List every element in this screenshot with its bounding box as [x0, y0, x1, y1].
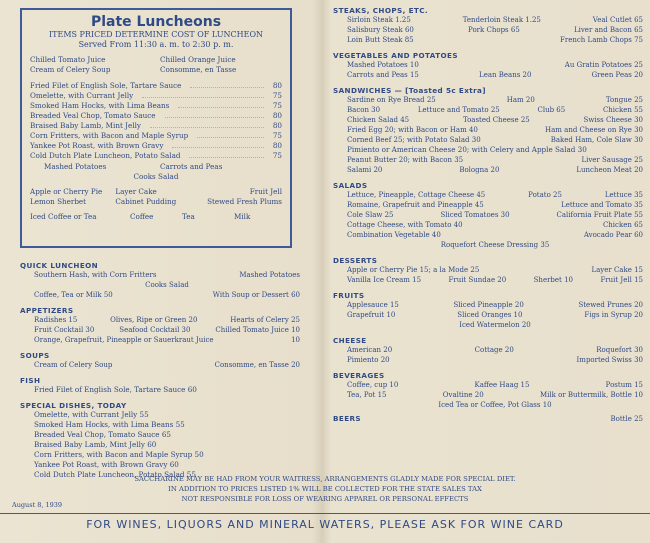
plate-item: Cold Dutch Plate Luncheon, Potato Salad 75: [30, 151, 282, 160]
plate-drinks: [30, 212, 282, 222]
plate-item: Smoked Ham Hocks, with Lima Beans 75: [30, 101, 282, 110]
dessert-item: Cabinet Pudding: [115, 197, 177, 206]
beers-title: BEERS: [333, 414, 362, 423]
sandwich-row: Sardine on Rye Bread 25 Ham 20 Tongue 25: [347, 96, 643, 104]
sandwich-row: Pimiento or American Cheese 20; with Celery and Apple Salad 30: [347, 145, 587, 154]
starter-item: Chilled Orange Juice: [160, 55, 236, 64]
salads: [347, 190, 643, 250]
drink-item: Tea: [182, 212, 195, 221]
vegetables: [347, 60, 643, 80]
sandwich-row: Peanut Butter 20; with Bacon 35 Liver Sausage 25: [347, 156, 643, 164]
beverage-row: Coffee, cup 10 Kaffee Haag 15 Postum 15: [347, 381, 643, 389]
beverage-row: Tea, Pot 15 Ovaltine 20 Milk or Buttermilk, Bottle 10: [347, 391, 643, 399]
side-item: Mashed Potatoes: [44, 162, 107, 171]
drink-item: Coffee: [130, 212, 154, 221]
steak-row: Sirloin Steak 1.25 Tenderloin Steak 1.25 Veal Cutlet 65: [347, 16, 643, 24]
special-dishes-title: SPECIAL DISHES, TODAY: [20, 401, 127, 410]
salad-row: Cottage Cheese, with Tomato 40 Chicken 65: [347, 221, 643, 229]
veg-row: Mashed Potatoes 10 Au Gratin Potatoes 25: [347, 61, 643, 69]
side-item: Carrots and Peas: [160, 162, 223, 171]
saccharine-note: SACCHARINE MAY BE HAD FROM YOUR WAITRESS, ARRANGEMENTS GLADLY MADE FOR SPECIAL DIET.: [134, 475, 516, 483]
soups: Cream of Celery Soup Consomme, en Tasse 20: [34, 361, 300, 369]
plate-list: [30, 81, 282, 161]
plate-desserts: [30, 187, 282, 207]
dessert-item: Fruit Jell: [249, 187, 282, 196]
veg-row: Carrots and Peas 15 Lean Beans 20 Green Peas 20: [347, 71, 643, 79]
fruit-row: Applesauce 15 Sliced Pineapple 20 Stewed Prunes 20: [347, 301, 643, 309]
plate-item: Braised Baby Lamb, Mint Jelly 80: [30, 121, 282, 130]
plate-item: Yankee Pot Roast, with Brown Gravy 80: [30, 141, 282, 150]
steak-row: Salisbury Steak 60 Pork Chops 65 Liver and Bacon 65: [347, 26, 643, 34]
appetizer-row: Radishes 15 Olives, Ripe or Green 20 Hearts of Celery 25: [34, 316, 300, 324]
special-item: Omelette, with Currant Jelly 55: [34, 410, 149, 419]
tax-note: IN ADDITION TO PRICES LISTED 1% WILL BE COLLECTED FOR THE STATE SALES TAX: [168, 485, 482, 493]
veg-title: VEGETABLES AND POTATOES: [333, 51, 458, 60]
special-item: Smoked Ham Hocks, with Lima Beans 55: [34, 420, 185, 429]
plate-sides: [30, 162, 282, 172]
starter-options: [30, 55, 282, 75]
special-item: Yankee Pot Roast, with Brown Gravy 60: [34, 460, 179, 469]
sandwich-row: Corned Beef 25; with Potato Salad 30 Baked Ham, Cole Slaw 30: [347, 136, 643, 144]
sandwich-row: Chicken Salad 45 Toasted Cheese 25 Swiss Cheese 30: [347, 116, 643, 124]
beer-price: Bottle 25: [610, 415, 643, 423]
beverages: [347, 380, 643, 410]
cheese-row: American 20 Cottage 20 Roquefort 30: [347, 346, 643, 354]
plate-item: Breaded Veal Chop, Tomato Sauce 80: [30, 111, 282, 120]
beers-row: [333, 414, 643, 424]
soups-title: SOUPS: [20, 351, 50, 360]
salad-row: Lettuce, Pineapple, Cottage Cheese 45 Potato 25 Lettuce 35: [347, 191, 643, 199]
salad-row: Cole Slaw 25 Sliced Tomatoes 30 California Fruit Plate 55: [347, 211, 643, 219]
plate-item: Omelette, with Currant Jelly 75: [30, 91, 282, 100]
fruits-title: FRUITS: [333, 291, 365, 300]
sandwich-row: Salami 20 Bologna 20 Luncheon Meat 20: [347, 166, 643, 174]
drink-item: Iced Coffee or Tea: [30, 212, 97, 221]
beverages-title: BEVERAGES: [333, 371, 385, 380]
sandwich-row: Bacon 30 Lettuce and Tomato 25 Club 65 Chicken 55: [347, 106, 643, 114]
quick-luncheon-title: QUICK LUNCHEON: [20, 261, 99, 270]
quick-row: Coffee, Tea or Milk 50 With Soup or Dessert 60: [34, 291, 300, 299]
plate-luncheons-title: Plate Luncheons: [90, 14, 222, 30]
desserts-title: DESSERTS: [333, 256, 378, 265]
starter-item: Cream of Celery Soup: [30, 65, 111, 74]
salads-title: SALADS: [333, 181, 368, 190]
cheese-row: Pimiento 20 Imported Swiss 30: [347, 356, 643, 364]
salad-row: Romaine, Grapefruit and Pineapple 45 Lettuce and Tomato 35: [347, 201, 643, 209]
steaks: [347, 15, 643, 45]
fruit-row: Iced Watermelon 20: [459, 321, 531, 329]
left-lower-sections: [20, 255, 300, 480]
dessert-item: Lemon Sherbet: [30, 197, 87, 206]
fish-title: FISH: [20, 376, 41, 385]
drink-item: Milk: [234, 212, 251, 221]
plate-item: Corn Fritters, with Bacon and Maple Syrup 75: [30, 131, 282, 140]
dessert-row: Apple or Cherry Pie 15; a la Mode 25 Layer Cake 15: [347, 266, 643, 274]
special-item: Cold Dutch Plate Luncheon, Potato Salad 55: [34, 470, 196, 479]
appetizer-row: Fruit Cocktail 30 Seafood Cocktail 30 Chilled Tomato Juice 10: [34, 326, 300, 334]
served-hours: Served From 11:30 a. m. to 2:30 p. m.: [78, 40, 234, 49]
fruit-row: Grapefruit 10 Sliced Oranges 10 Figs in Syrup 20: [347, 311, 643, 319]
special-dishes: [34, 410, 300, 480]
desserts: [347, 265, 643, 285]
cheese: [347, 345, 643, 365]
side-item: Cooks Salad: [133, 172, 179, 181]
special-item: Breaded Veal Chop, Tomato Sauce 65: [34, 430, 171, 439]
appetizer-row: Orange, Grapefruit, Pineapple or Sauerkraut Juice 10: [34, 336, 300, 344]
responsibility-note: NOT RESPONSIBLE FOR LOSS OF WEARING APPAREL OR PERSONAL EFFECTS: [181, 495, 469, 503]
cheese-title: CHEESE: [333, 336, 367, 345]
appetizers: [34, 315, 300, 345]
beverage-row: Iced Tea or Coffee, Pot Glass 10: [438, 401, 552, 409]
plate-item: Fried Filet of English Sole, Tartare Sauce 80: [30, 81, 282, 90]
special-item: Braised Baby Lamb, Mint Jelly 60: [34, 440, 157, 449]
appetizers-title: APPETIZERS: [20, 306, 74, 315]
fish-item: Fried Filet of English Sole, Tartare Sauce 60: [34, 385, 197, 394]
starter-item: Chilled Tomato Juice: [30, 55, 106, 64]
quick-row: Cooks Salad: [145, 281, 189, 289]
special-item: Corn Fritters, with Bacon and Maple Syrup 50: [34, 450, 204, 459]
starter-item: Consomme, en Tasse: [160, 65, 237, 74]
dessert-item: Layer Cake: [115, 187, 157, 196]
dessert-row: Vanilla Ice Cream 15 Fruit Sundae 20 Sherbet 10 Fruit Jell 15: [347, 276, 643, 284]
salad-row: Combination Vegetable 40 Avocado Pear 60: [347, 231, 643, 239]
items-priced-note: ITEMS PRICED DETERMINE COST OF LUNCHEON: [48, 30, 264, 39]
sandwiches-title: SANDWICHES — [Toasted 5c Extra]: [333, 86, 486, 95]
fruits: [347, 300, 643, 330]
quick-luncheon: [34, 270, 300, 300]
sandwiches: [347, 95, 643, 175]
right-sections: [333, 0, 643, 424]
steaks-title: STEAKS, CHOPS, ETC.: [333, 6, 429, 15]
menu-date: August 8, 1939: [12, 501, 63, 509]
dessert-item: Stewed Fresh Plums: [207, 197, 282, 206]
dessert-item: Apple or Cherry Pie: [30, 187, 103, 196]
sandwich-row: Fried Egg 20; with Bacon or Ham 40 Ham and Cheese on Rye 30: [347, 126, 643, 134]
wine-card-note: FOR WINES, LIQUORS AND MINERAL WATERS, PLEASE ASK FOR WINE CARD: [0, 513, 650, 536]
quick-row: Southern Hash, with Corn Fritters Mashed Potatoes: [34, 271, 300, 279]
steak-row: Loin Butt Steak 85 French Lamb Chops 75: [347, 36, 643, 44]
menu-footer: [0, 474, 650, 504]
salad-row: Roquefort Cheese Dressing 35: [440, 241, 550, 249]
plate-luncheons-box: [20, 8, 292, 248]
